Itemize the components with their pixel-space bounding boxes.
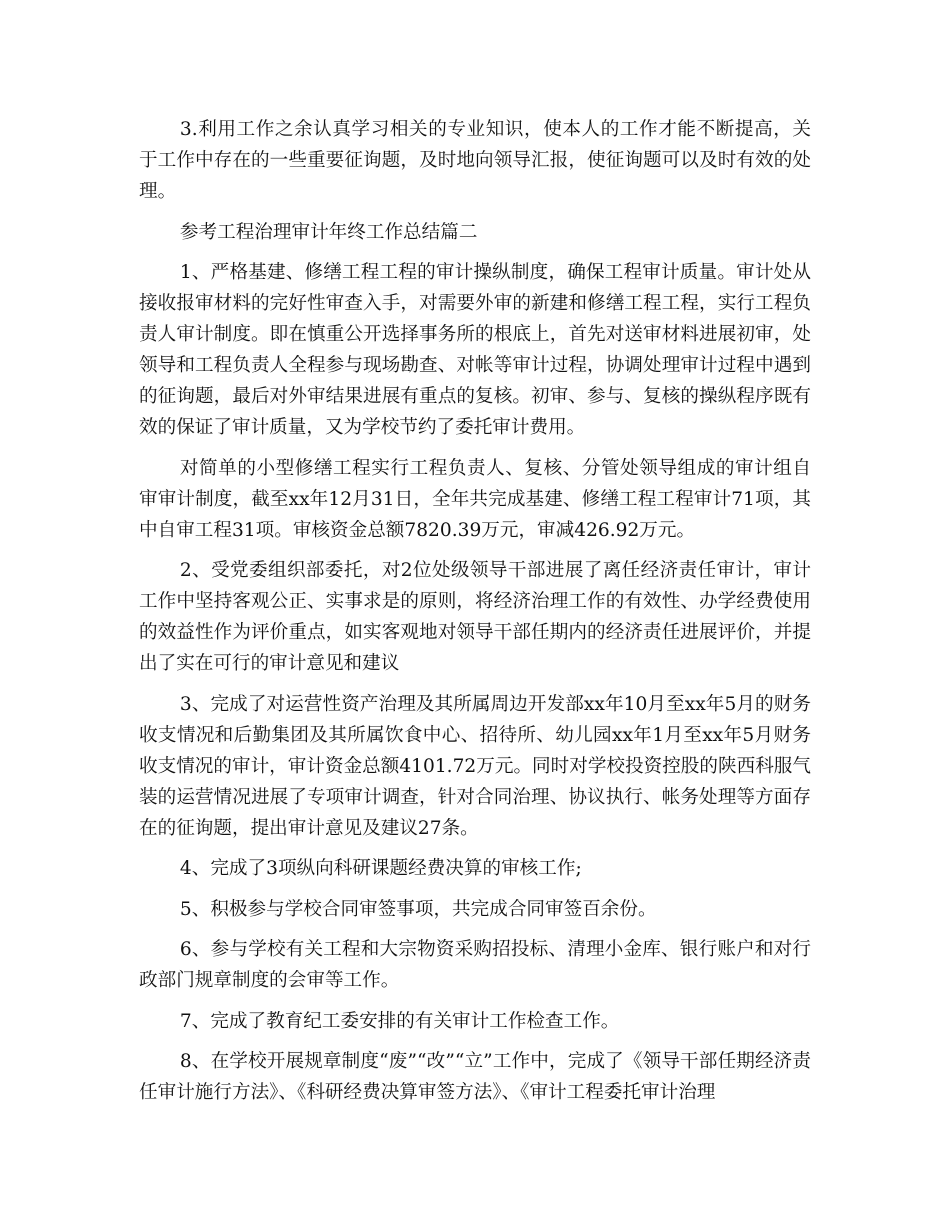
paragraph-4: 对简单的小型修缮工程实行工程负责人、复核、分管处领导组成的审计组自审审计制度，截至xx年12月31日，全年共完成基建、修缮工程工程审计71项，其中自审工程31项。审核资金总额7820.39万元，审减426.92万元。 [139, 457, 811, 541]
paragraph-9: 6、参与学校有关工程和大宗物资采购招投标、清理小金库、银行账户和对行政部门规章制度的会审等工作。 [139, 939, 811, 991]
document-body [139, 114, 811, 1118]
paragraph-3: 1、严格基建、修缮工程工程的审计操纵制度，确保工程审计质量。审计处从接收报审材料的完好性审查入手，对需要外审的新建和修缮工程工程，实行工程负责人审计制度。即在慎重公开选择事务所的根底上，首先对送审材料进展初审，处领导和工程负责人全程参与现场勘查、对帐等审计过程，协调处理审计过程中遇到的征询题，最后对外审结果进展有重点的复核。初审、参与、复核的操纵程序既有效的保证了审计质量，又为学校节约了委托审计费用。 [139, 262, 811, 438]
paragraph-7: 4、完成了3项纵向科研课题经费决算的审核工作; [179, 858, 582, 879]
paragraph-11: 8、在学校开展规章制度“废”“改”“立”工作中，完成了《领导干部任期经济责任审计施行方法》、《科研经费决算审签方法》、《审计工程委托审计治理 [139, 1051, 811, 1103]
paragraph-1: 3.利用工作之余认真学习相关的专业知识，使本人的工作才能不断提高，关于工作中存在的一些重要征询题，及时地向领导汇报，使征询题可以及时有效的处理。 [139, 119, 811, 202]
paragraph-5: 2、受党委组织部委托，对2位处级领导干部进展了离任经济责任审计，审计工作中坚持客观公正、实事求是的原则，将经济治理工作的有效性、办学经费使用的效益性作为评价重点，如实客观地对领导干部任期内的经济责任进展评价，并提出了实在可行的审计意见和建议 [139, 560, 811, 674]
section-heading: 参考工程治理审计年终工作总结篇二 [179, 221, 478, 243]
paragraph-8: 5、积极参与学校合同审签事项，共完成合同审签百余份。 [179, 898, 657, 920]
paragraph-10: 7、完成了教育纪工委安排的有关审计工作检查工作。 [179, 1010, 620, 1032]
paragraph-6: 3、完成了对运营性资产治理及其所属周边开发部xx年10月至xx年5月的财务收支情况和后勤集团及其所属饮食中心、招待所、幼儿园xx年1月至xx年5月财务收支情况的审计，审计资金总额4101.72万元。同时对学校投资控股的陕西科服气装的运营情况进展了专项审计调查，针对合同治理、协议执行、帐务处理等方面存在的征询题，提出审计意见及建议27条。 [139, 693, 811, 839]
